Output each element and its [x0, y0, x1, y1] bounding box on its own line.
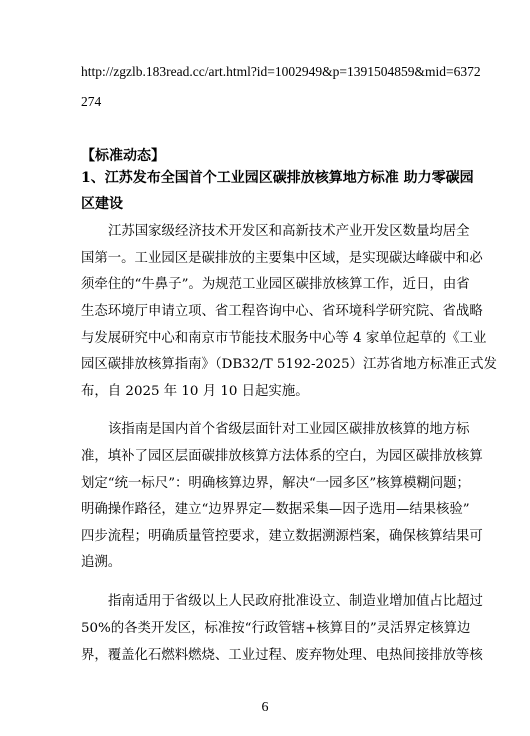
source-url-line-2[interactable]: 274 [81, 94, 102, 109]
section-title: 【标准动态】 [81, 148, 165, 164]
article-heading-line-1: 1、江苏发布全国首个工业园区碳排放核算地方标准 助力零碳园 [81, 170, 474, 186]
paragraph-2-line-5: 四步流程；明确质量管控要求，建立数据溯源档案，确保核算结果可 [81, 529, 483, 544]
paragraph-1-line-2: 国第一。工业园区是碳排放的主要集中区域，是实现碳达峰碳中和必 [81, 251, 483, 266]
paragraph-1-line-1: 江苏国家级经济技术开发区和高新技术产业开发区数量均居全 [108, 224, 470, 239]
paragraph-1-line-6: 园区碳排放核算指南》（DB32/T 5192-2025）江苏省地方标准正式发 [81, 357, 497, 372]
paragraph-1-line-7: 布，自 2025 年 10 月 10 日起实施。 [81, 384, 309, 399]
paragraph-1-line-4: 生态环境厅申请立项、省工程咨询中心、省环境科学研究院、省战略 [81, 304, 483, 319]
paragraph-3-line-1: 指南适用于省级以上人民政府批准设立、制造业增加值占比超过 [108, 594, 483, 609]
paragraph-2-line-1: 该指南是国内首个省级层面针对工业园区碳排放核算的地方标 [108, 422, 470, 437]
paragraph-2-line-4: 明确操作路径，建立“边界界定—数据采集—因子选用—结果核验” [81, 502, 470, 517]
paragraph-1-line-3: 须牵住的“牛鼻子”。为规范工业园区碳排放核算工作，近日，由省 [81, 277, 470, 292]
paragraph-2-line-2: 准，填补了园区层面碳排放核算方法体系的空白，为园区碳排放核算 [81, 449, 483, 464]
paragraph-3-line-2: 50%的各类开发区，标准按“行政管辖+核算目的”灵活界定核算边 [81, 621, 471, 636]
paragraph-3-line-3: 界，覆盖化石燃料燃烧、工业过程、废弃物处理、电热间接排放等核 [81, 648, 483, 663]
paragraph-2-line-6: 追溯。 [81, 555, 122, 570]
paragraph-2-line-3: 划定“统一标尺”：明确核算边界，解决“一园多区”核算模糊问题； [81, 476, 470, 491]
source-url-line-1[interactable]: http://zgzlb.183read.cc/art.html?id=1002949&p=1391504859&mid=6372 [81, 64, 481, 79]
page-number: 6 [261, 700, 269, 715]
article-heading-line-2: 区建设 [81, 196, 123, 212]
paragraph-1-line-5: 与发展研究中心和南京市节能技术服务中心等 4 家单位起草的《工业 [81, 331, 487, 346]
